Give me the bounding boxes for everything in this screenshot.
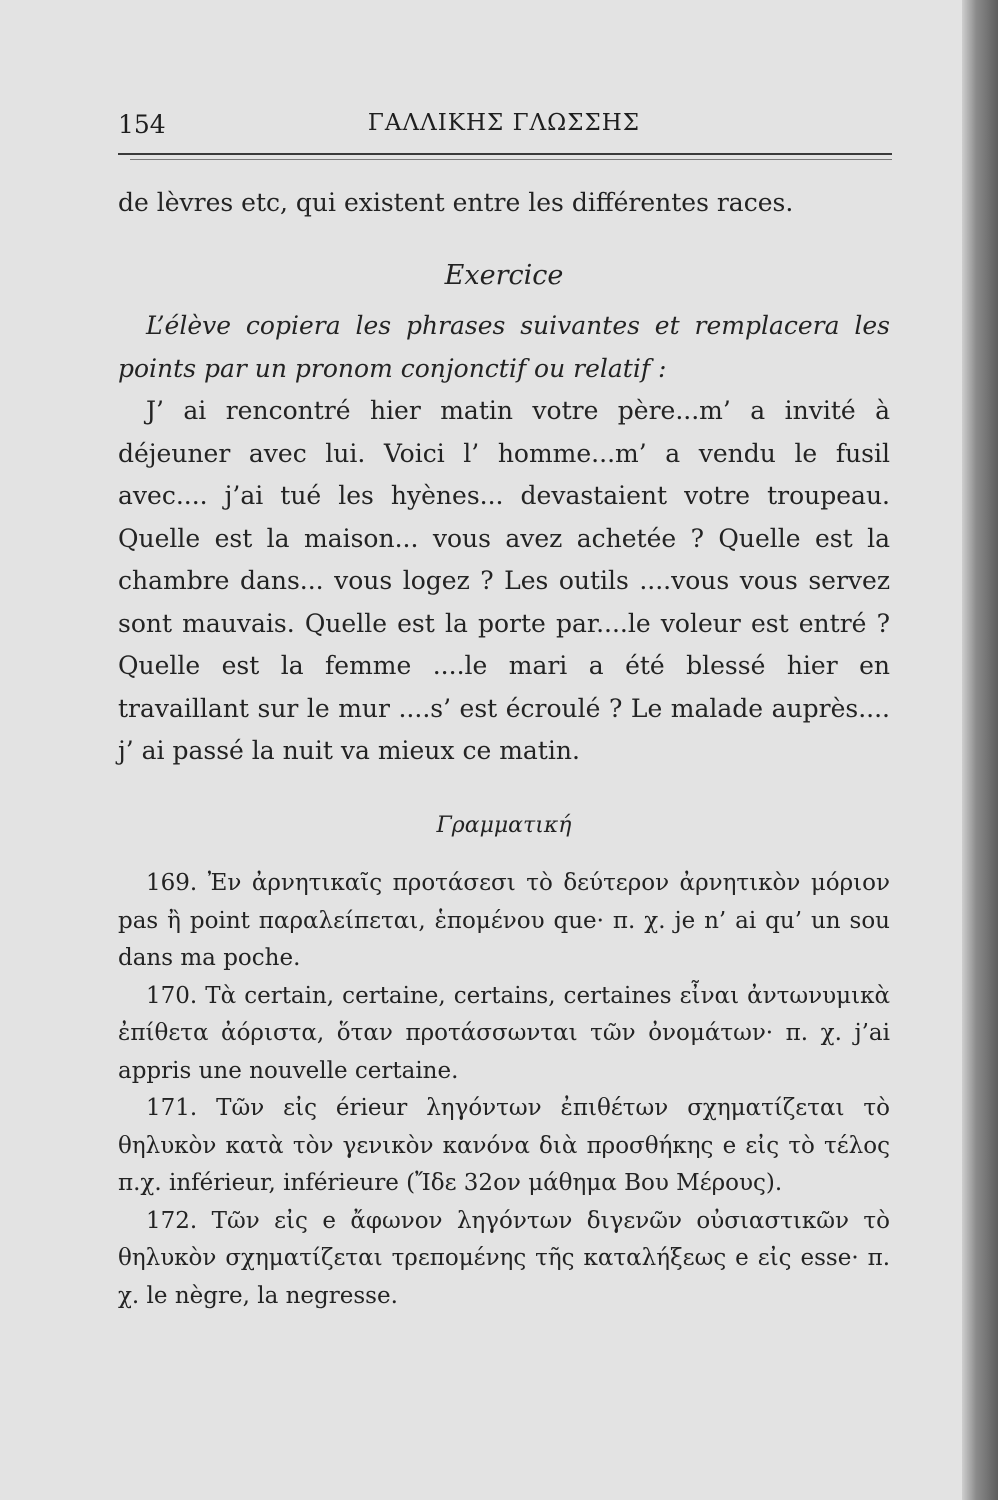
opening-line: de lèvres etc, qui existent entre les différentes races.: [118, 188, 794, 217]
grammar-rule-169: 169. Ἐν ἀρνητικαῖς προτάσεσι τὸ δεύτερον ἀρνητικὸν μόριον pas ἢ point παραλείπεται, ἑπομένου que· π. χ. je n’ ai qu’ un sou dans ma poche.: [118, 870, 890, 971]
exercise-title: Exercice: [444, 259, 564, 291]
page-body: [118, 182, 890, 1315]
grammar-rule-171: 171. Τῶν εἰς érieur ληγόντων ἐπιθέτων σχηματίζεται τὸ θηλυκὸν κατὰ τὸν γενικὸν κανόνα διὰ προσθήκης e εἰς τὸ τέλος π.χ. inférieur, inférieure (Ἴδε 32ον μάθημα Βου Μέρους).: [118, 1095, 890, 1196]
running-title: ΓΑΛΛΙΚΗΣ ΓΛΩΣΣΗΣ: [367, 110, 641, 136]
page-number: 154: [118, 110, 166, 139]
page-header: [118, 110, 890, 150]
exercise-text: J’ ai rencontré hier matin votre père...m’ a invité à déjeuner avec lui. Voici l’ homme...m’ a vendu le fusil avec.... j’ai tué les hyènes... devastaient votre troupeau. Quelle est la maison... vous avez achetée ? Quelle est la chambre dans... vous logez ? Les outils ....vous vous servez sont mauvais. Quelle est la porte par....le voleur est entré ? Quelle est la femme ....le mari a été blessé hier en travaillant sur le mur ....s’ est écroulé ? Le malade auprès.... j’ ai passé la nuit va mieux ce matin.: [118, 396, 890, 765]
grammar-rule-170: 170. Τὰ certain, certaine, certains, certaines εἶναι ἀντωνυμικὰ ἐπίθετα ἀόριστα, ὅταν προτάσσωνται τῶν ὀνομάτων· π. χ. j’ai appris une nouvelle certaine.: [118, 982, 890, 1084]
page-edge-shadow: [962, 0, 998, 1500]
exercise-instruction: L’élève copiera les phrases suivantes et remplacera les points par un pronom conjonctif ou relatif :: [118, 311, 890, 383]
grammar-rule-172: 172. Τῶν εἰς e ἄφωνον ληγόντων διγενῶν οὐσιαστικῶν τὸ θηλυκὸν σχηματίζεται τρεπομένης τῆς καταλήξεως e εἰς esse· π. χ. le nègre, la negresse.: [118, 1207, 890, 1309]
header-rule: [118, 153, 892, 155]
header-rule-secondary: [130, 159, 892, 160]
grammar-title: Γραμματική: [436, 812, 572, 838]
